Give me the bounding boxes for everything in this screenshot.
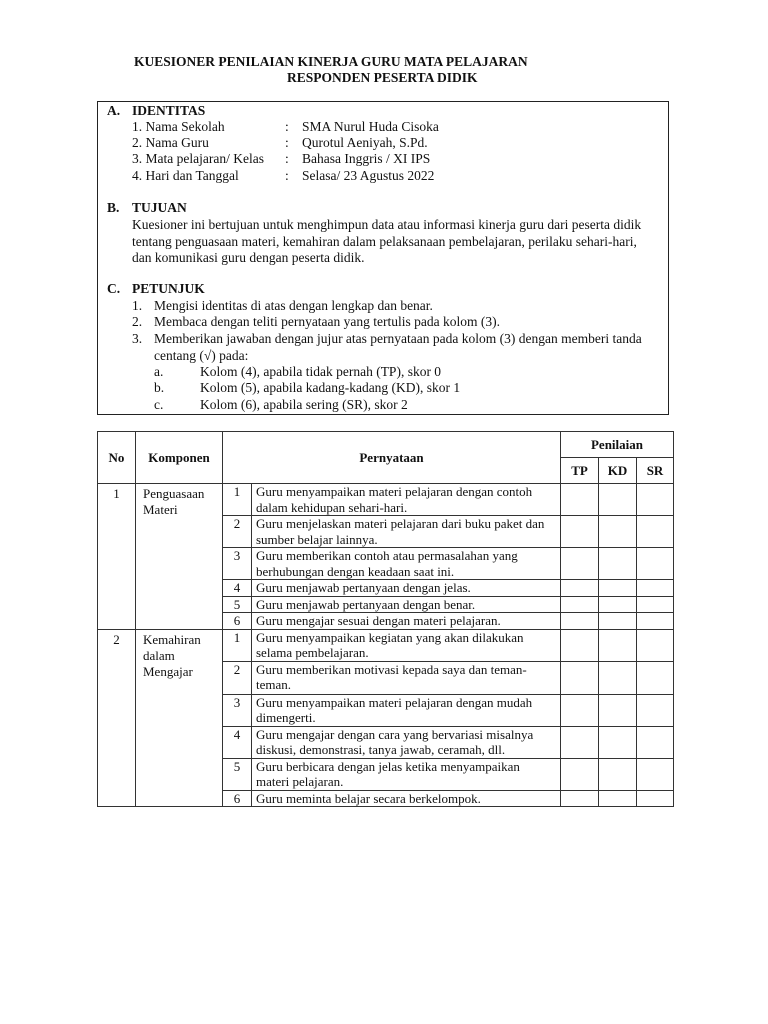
item-statement: Guru meminta belajar secara berkelompok. (252, 790, 561, 807)
item-number: 5 (223, 758, 252, 790)
sub-letter: b. (154, 380, 165, 395)
sub-text: Kolom (6), apabila sering (SR), skor 2 (200, 397, 408, 412)
score-kd-cell[interactable] (599, 484, 637, 516)
identitas-colon: : (285, 168, 289, 183)
sub-text: Kolom (5), apabila kadang-kadang (KD), skor 1 (200, 380, 461, 395)
score-sr-cell[interactable] (637, 629, 674, 661)
item-number: 3 (223, 548, 252, 580)
identitas-row (132, 119, 652, 136)
score-tp-cell[interactable] (561, 758, 599, 790)
table-row (98, 629, 674, 661)
item-number: 1 (223, 484, 252, 516)
score-sr-cell[interactable] (637, 580, 674, 597)
score-tp-cell[interactable] (561, 484, 599, 516)
group-component: Kemahiran dalam Mengajar (136, 629, 223, 807)
score-sr-cell[interactable] (637, 548, 674, 580)
header-kd: KD (599, 458, 637, 484)
score-kd-cell[interactable] (599, 596, 637, 613)
score-sr-cell[interactable] (637, 596, 674, 613)
document-subtitle: RESPONDEN PESERTA DIDIK (287, 70, 478, 85)
identitas-label: 4. Hari dan Tanggal (132, 168, 239, 183)
score-tp-cell[interactable] (561, 629, 599, 661)
score-kd-cell[interactable] (599, 548, 637, 580)
step-number: 3. (132, 331, 143, 346)
tujuan-letter: B. (107, 200, 120, 215)
header-sr: SR (637, 458, 674, 484)
sub-text: Kolom (4), apabila tidak pernah (TP), skor 0 (200, 364, 442, 379)
identitas-label: 1. Nama Sekolah (132, 119, 225, 134)
identitas-value: SMA Nurul Huda Cisoka (302, 119, 439, 134)
item-statement: Guru menjawab pertanyaan dengan jelas. (252, 580, 561, 597)
score-kd-cell[interactable] (599, 516, 637, 548)
step-text: Memberikan jawaban dengan jujur atas pernyataan pada kolom (3) dengan memberi tanda centang (√) pada: (154, 331, 642, 363)
header-tp: TP (561, 458, 599, 484)
score-tp-cell[interactable] (561, 580, 599, 597)
score-kd-cell[interactable] (599, 758, 637, 790)
identitas-colon: : (285, 135, 289, 150)
item-number: 4 (223, 726, 252, 758)
score-kd-cell[interactable] (599, 790, 637, 807)
score-sr-cell[interactable] (637, 484, 674, 516)
tujuan-text: Kuesioner ini bertujuan untuk menghimpun data atau informasi kinerja guru dari peserta didik tentang penguasaan materi, kemahiran dalam pelaksanaan pembelajaran, perilaku sehari-hari, dan komunikasi guru dengan peserta didik. (132, 217, 642, 265)
identitas-colon: : (285, 151, 289, 166)
score-kd-cell[interactable] (599, 580, 637, 597)
item-number: 2 (223, 516, 252, 548)
score-tp-cell[interactable] (561, 596, 599, 613)
header-pernyataan: Pernyataan (223, 432, 561, 484)
item-number: 6 (223, 613, 252, 630)
item-statement: Guru mengajar sesuai dengan materi pelajaran. (252, 613, 561, 630)
step-text: Membaca dengan teliti pernyataan yang tertulis pada kolom (3). (154, 314, 501, 329)
table-row (98, 484, 674, 516)
item-statement: Guru menjelaskan materi pelajaran dari buku paket dan sumber belajar lainnya. (252, 516, 561, 548)
item-number: 6 (223, 790, 252, 807)
item-statement: Guru memberikan motivasi kepada saya dan teman-teman. (252, 661, 561, 694)
score-tp-cell[interactable] (561, 726, 599, 758)
identitas-value: Selasa/ 23 Agustus 2022 (302, 168, 435, 183)
identitas-heading: IDENTITAS (132, 103, 206, 118)
score-sr-cell[interactable] (637, 726, 674, 758)
step-text: Mengisi identitas di atas dengan lengkap dan benar. (154, 298, 433, 313)
identitas-row (132, 135, 652, 152)
score-sr-cell[interactable] (637, 613, 674, 630)
score-tp-cell[interactable] (561, 661, 599, 694)
header-komponen: Komponen (136, 432, 223, 484)
document-title: KUESIONER PENILAIAN KINERJA GURU MATA PELAJARAN (134, 54, 528, 69)
info-box (97, 101, 669, 415)
sub-letter: a. (154, 364, 164, 379)
item-statement: Guru memberikan contoh atau permasalahan yang berhubungan dengan keadaan saat ini. (252, 548, 561, 580)
identitas-letter: A. (107, 103, 121, 118)
tujuan-heading: TUJUAN (132, 200, 187, 215)
score-tp-cell[interactable] (561, 548, 599, 580)
score-kd-cell[interactable] (599, 613, 637, 630)
item-number: 4 (223, 580, 252, 597)
score-tp-cell[interactable] (561, 516, 599, 548)
score-sr-cell[interactable] (637, 661, 674, 694)
identitas-row (132, 168, 652, 185)
item-statement: Guru menyampaikan materi pelajaran dengan mudah dimengerti. (252, 694, 561, 726)
score-sr-cell[interactable] (637, 694, 674, 726)
header-penilaian: Penilaian (561, 432, 674, 458)
item-statement: Guru menyampaikan kegiatan yang akan dilakukan selama pembelajaran. (252, 629, 561, 661)
group-number: 1 (98, 484, 136, 630)
identitas-value: Qurotul Aeniyah, S.Pd. (302, 135, 428, 150)
score-sr-cell[interactable] (637, 790, 674, 807)
item-number: 1 (223, 629, 252, 661)
score-kd-cell[interactable] (599, 661, 637, 694)
step-number: 1. (132, 298, 143, 313)
score-kd-cell[interactable] (599, 629, 637, 661)
sub-letter: c. (154, 397, 164, 412)
petunjuk-heading: PETUNJUK (132, 281, 205, 296)
score-tp-cell[interactable] (561, 790, 599, 807)
assessment-table (97, 431, 674, 807)
group-number: 2 (98, 629, 136, 807)
item-number: 3 (223, 694, 252, 726)
score-sr-cell[interactable] (637, 516, 674, 548)
score-tp-cell[interactable] (561, 694, 599, 726)
item-number: 5 (223, 596, 252, 613)
item-statement: Guru mengajar dengan cara yang bervariasi misalnya diskusi, demonstrasi, tanya jawab, ceramah, dll. (252, 726, 561, 758)
item-statement: Guru menyampaikan materi pelajaran dengan contoh dalam kehidupan sehari-hari. (252, 484, 561, 516)
identitas-row (132, 151, 652, 168)
identitas-value: Bahasa Inggris / XI IPS (302, 151, 431, 166)
step-number: 2. (132, 314, 143, 329)
item-statement: Guru berbicara dengan jelas ketika menyampaikan materi pelajaran. (252, 758, 561, 790)
score-kd-cell[interactable] (599, 726, 637, 758)
score-tp-cell[interactable] (561, 613, 599, 630)
score-sr-cell[interactable] (637, 758, 674, 790)
identitas-colon: : (285, 119, 289, 134)
petunjuk-letter: C. (107, 281, 121, 296)
identitas-label: 3. Mata pelajaran/ Kelas (132, 151, 264, 166)
header-no: No (98, 432, 136, 484)
item-number: 2 (223, 661, 252, 694)
item-statement: Guru menjawab pertanyaan dengan benar. (252, 596, 561, 613)
group-component: Penguasaan Materi (136, 484, 223, 630)
score-kd-cell[interactable] (599, 694, 637, 726)
identitas-label: 2. Nama Guru (132, 135, 209, 150)
